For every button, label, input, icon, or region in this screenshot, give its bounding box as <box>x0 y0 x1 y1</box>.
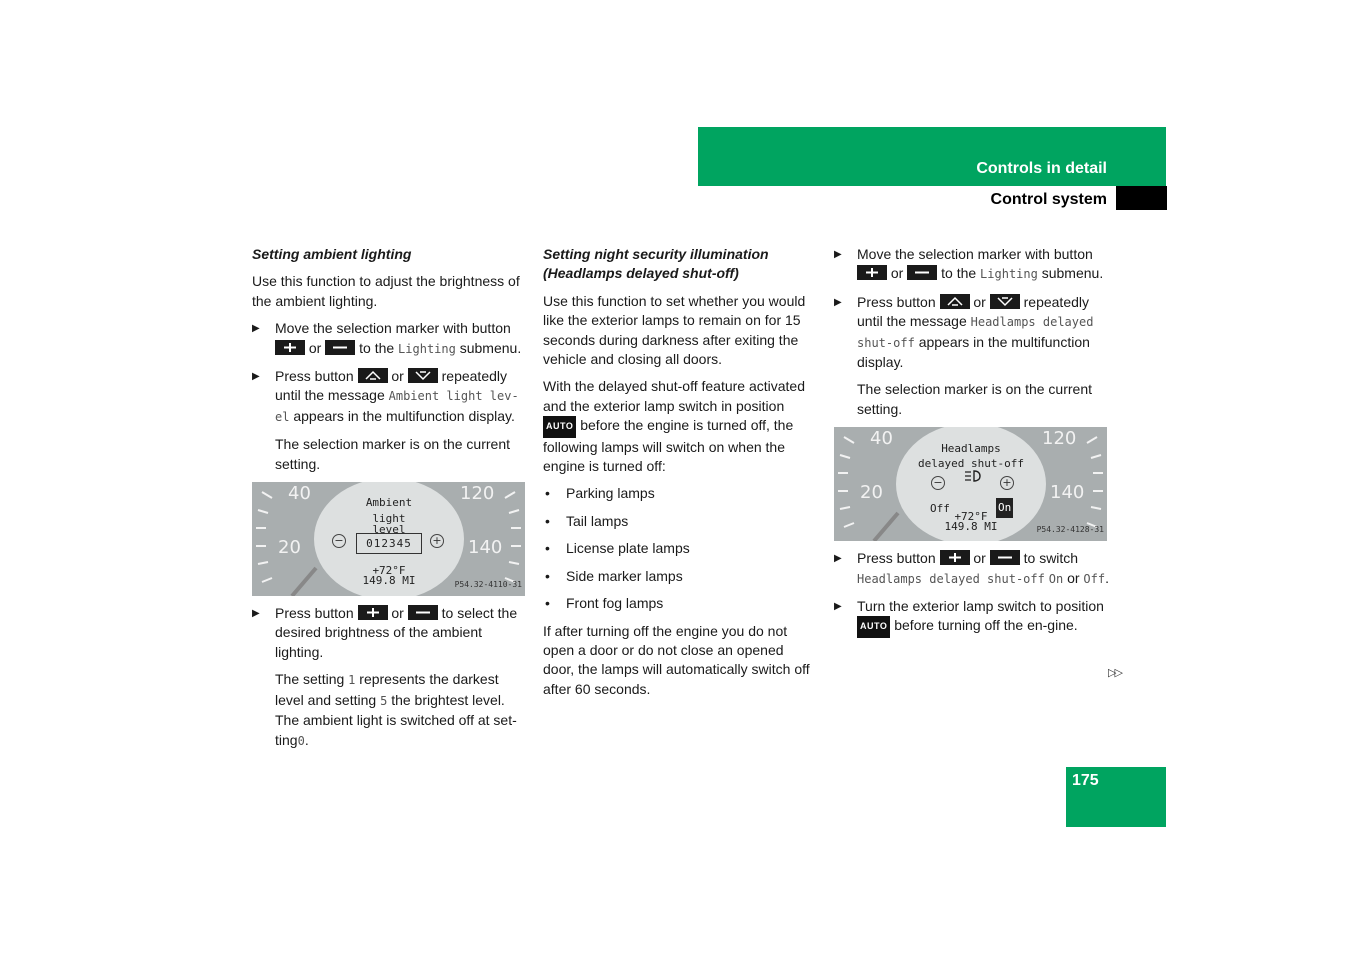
step-move-marker: ▶ Move the selection marker with button or to the Lighting submenu. <box>252 319 527 359</box>
chapter-title: Controls in detail <box>976 160 1107 177</box>
arrow-down-button-icon <box>990 294 1020 309</box>
column-headlamps <box>834 245 1109 646</box>
page-number: 175 <box>1072 772 1099 789</box>
minus-button-icon <box>907 265 937 280</box>
intro-night-security: Use this function to set whether you would like the exterior lamps to remain on for 15 seconds during darkness after exiting the vehicle and closing all doors. <box>543 292 806 368</box>
lcd-temp: +72°F <box>372 564 406 578</box>
display-figure-headlamps <box>834 427 1107 541</box>
lcd-line2: light <box>372 512 406 526</box>
lcd-off-option: Off <box>930 502 950 516</box>
step-turn-switch: ▶ Turn the exterior lamp switch to position AUTO before turning off the en-gine. <box>834 597 1109 638</box>
minus-circle-icon: − <box>931 476 945 490</box>
lcd-on-option-selected: On <box>996 498 1013 517</box>
heading-night-security: Setting night security illumination (Headlamps delayed shut-off) <box>543 246 769 282</box>
list-item: • Side marker lamps <box>543 567 818 586</box>
lcd-line2: delayed shut-off <box>918 457 1024 471</box>
auto-switch-icon: AUTO <box>857 616 890 637</box>
speed-120: 120 <box>460 483 495 505</box>
intro-ambient: Use this function to adjust the brightness of the ambient lighting. <box>252 273 520 309</box>
plus-button-icon <box>358 605 388 620</box>
minus-button-icon <box>990 550 1020 565</box>
note-marker: The selection marker is on the current setting. <box>275 436 510 472</box>
lcd-odometer: 149.8 MI <box>944 520 998 534</box>
note-marker: The selection marker is on the current setting. <box>857 381 1092 417</box>
lcd-levels: 012345 <box>356 533 422 554</box>
lcd-line1: Ambient <box>365 496 413 510</box>
para-delayed-shutoff: With the delayed shut-off feature activated and the exterior lamp switch in position AUTO before the engine is turned off, the following lamps will switch on when the engine is turned off: <box>543 378 806 475</box>
figure-code: P54.32-4128-31 <box>1036 524 1104 534</box>
minus-circle-icon: − <box>332 534 346 548</box>
plus-button-icon <box>275 340 305 355</box>
column-ambient-lighting <box>252 245 527 759</box>
plus-button-icon <box>857 265 887 280</box>
auto-switch-icon: AUTO <box>543 416 576 437</box>
lcd-line1: Headlamps <box>941 442 1001 456</box>
speed-140: 140 <box>468 537 503 559</box>
lcd-line3: level <box>372 523 406 537</box>
arrow-up-button-icon <box>940 294 970 309</box>
note-settings: The setting 1 represents the darkest level and setting 5 the brightest level. The ambient light is switched off at set-ting0. <box>275 671 517 748</box>
speed-20: 20 <box>278 537 301 559</box>
plus-button-icon <box>940 550 970 565</box>
speed-120: 120 <box>1042 428 1077 450</box>
list-item: • Tail lamps <box>543 512 818 531</box>
section-marker <box>1116 186 1167 210</box>
heading-ambient: Setting ambient lighting <box>252 246 412 262</box>
column-night-security <box>543 245 818 707</box>
headlamp-icon <box>964 469 982 483</box>
speed-140: 140 <box>1050 482 1085 504</box>
list-item: • License plate lamps <box>543 539 818 558</box>
plus-circle-icon: + <box>430 534 444 548</box>
display-figure-ambient <box>252 482 525 596</box>
minus-button-icon <box>408 605 438 620</box>
step-switch-setting: ▶ Press button or to switch Headlamps delayed shut-off On or Off. <box>834 549 1109 589</box>
lcd-temp: +72°F <box>954 510 988 524</box>
continue-arrows-icon: ▷▷ <box>1108 667 1121 679</box>
step-press-arrows: ▶ Press button or repeatedly until the message Ambient light lev-el appears in the multifunction display. <box>252 367 527 427</box>
step-press-arrows: ▶ Press button or repeatedly until the message Headlamps delayed shut-off appears in the multifunction display. <box>834 293 1109 373</box>
step-move-marker: ▶ Move the selection marker with button or to the Lighting submenu. <box>834 245 1109 285</box>
speed-20: 20 <box>860 482 883 504</box>
list-item: • Parking lamps <box>543 484 818 503</box>
list-item: • Front fog lamps <box>543 594 818 613</box>
minus-button-icon <box>325 340 355 355</box>
para-auto-off: If after turning off the engine you do not open a door or do not close an opened door, the lamps will automatically switch off after 60 seconds. <box>543 622 810 697</box>
speed-40: 40 <box>870 428 893 450</box>
speed-40: 40 <box>288 483 311 505</box>
section-title: Control system <box>990 191 1107 208</box>
arrow-down-button-icon <box>408 368 438 383</box>
lcd-odometer: 149.8 MI <box>362 574 416 588</box>
step-select-brightness: ▶ Press button or to select the desired brightness of the ambient lighting. <box>252 604 527 662</box>
arrow-up-button-icon <box>358 368 388 383</box>
plus-circle-icon: + <box>1000 476 1014 490</box>
figure-code: P54.32-4110-31 <box>454 579 522 589</box>
